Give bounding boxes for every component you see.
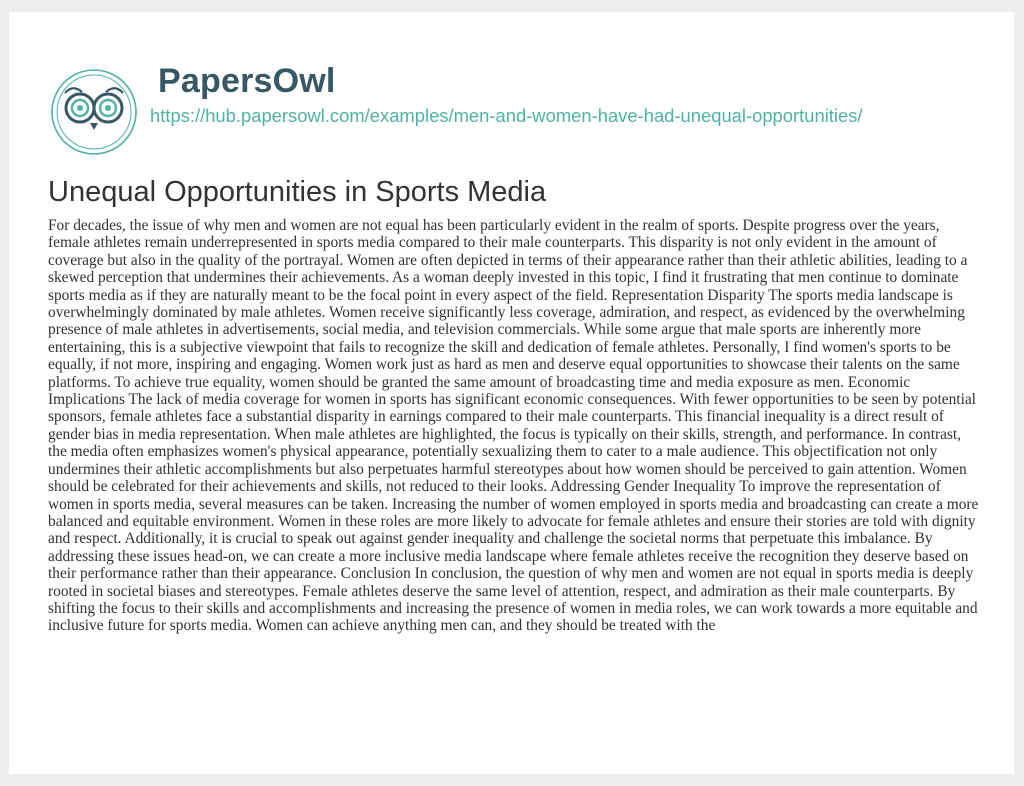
document-page — [9, 12, 1014, 774]
source-url-link[interactable]: https://hub.papersowl.com/examples/men-and-women-have-had-unequal-opportunities/ — [150, 105, 863, 126]
essay-body: For decades, the issue of why men and women are not equal has been particularly evident in the realm of sports. Despite progress over the years, female athletes remain underrepresented in sports media compared to their male counterparts. This disparity is not only evident in the amount of coverage but also in the quality of the portrayal. Women are often depicted in terms of their appearance rather than their athletic abilities, leading to a skewed perception that undermines their achievements. As a woman deeply invested in this topic, I find it frustrating that men continue to dominate sports media as if they are naturally meant to be the focal point in every aspect of the field. Representation Disparity The sports media landscape is overwhelmingly dominated by male athletes. Women receive significantly less coverage, admiration, and respect, as evidenced by the overwhelming presence of male athletes in advertisements, social media, and television commercials. While some argue that male sports are inherently more entertaining, this is a subjective viewpoint that fails to recognize the skill and dedication of female athletes. Personally, I find women's sports to be equally, if not more, inspiring and engaging. Women work just as hard as men and deserve equal opportunities to showcase their talents on the same platforms. To achieve true equality, women should be granted the same amount of broadcasting time and media exposure as men. Economic Implications The lack of media coverage for women in sports has significant economic consequences. With fewer opportunities to be seen by potential sponsors, female athletes face a substantial disparity in earnings compared to their male counterparts. This financial inequality is a direct result of gender bias in media representation. When male athletes are highlighted, the focus is typically on their skills, strength, and performance. In contrast, the media often emphasizes women's physical appearance, potentially sexualizing them to cater to a male audience. This objectification not only undermines their athletic accomplishments but also perpetuates harmful stereotypes about how women should be perceived to gain attention. Women should be celebrated for their achievements and skills, not reduced to their looks. Addressing Gender Inequality To improve the representation of women in sports media, several measures can be taken. Increasing the number of women employed in sports media and broadcasting can create a more balanced and equitable environment. Women in these roles are more likely to advocate for female athletes and ensure their stories are told with dignity and respect. Additionally, it is crucial to speak out against gender inequality and challenge the societal norms that perpetuate this imbalance. By addressing these issues head-on, we can create a more inclusive media landscape where female athletes receive the recognition they deserve based on their performance rather than their appearance. Conclusion In conclusion, the question of why men and women are not equal in sports media is deeply rooted in societal biases and stereotypes. Female athletes deserve the same level of attention, respect, and admiration as their male counterparts. By shifting the focus to their skills and accomplishments and increasing the presence of women in media roles, we can work towards a more equitable and inclusive future for sports media. Women can achieve anything men can, and they should be treated with the — [48, 217, 979, 635]
essay-title: Unequal Opportunities in Sports Media — [48, 176, 547, 208]
owl-logo-icon — [49, 67, 139, 157]
header — [9, 12, 1014, 162]
brand-name: PapersOwl — [158, 62, 336, 100]
